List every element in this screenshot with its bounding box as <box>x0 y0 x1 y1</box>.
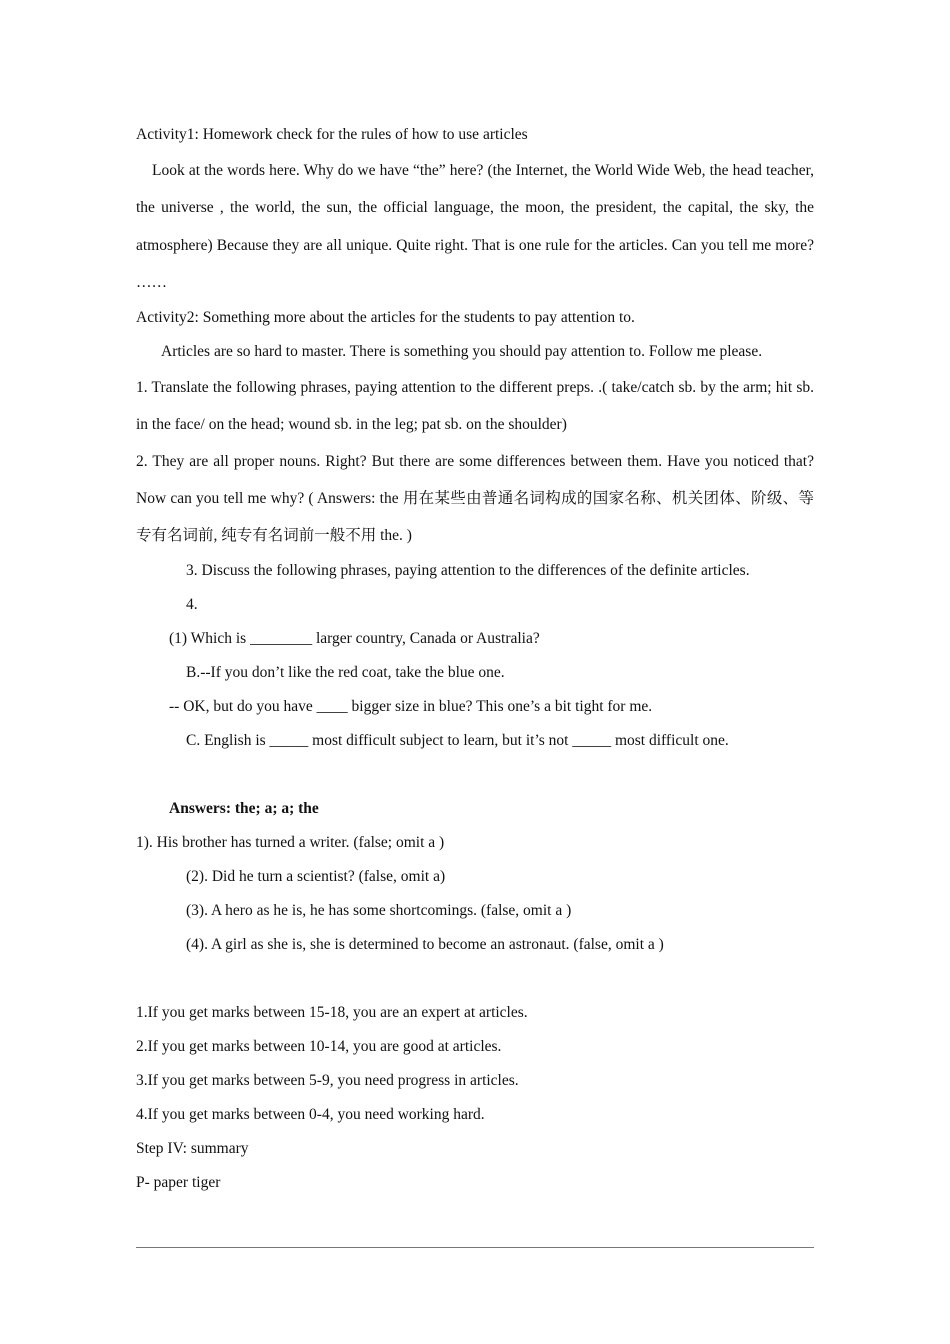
answers-line: Answers: the; a; a; the <box>169 800 319 818</box>
question-b-line1: B.--If you don’t like the red coat, take the blue one. <box>186 664 505 682</box>
correction-3: (3). A hero as he is, he has some shortcomings. (false, omit a ) <box>186 902 572 920</box>
score-line-4: 4.If you get marks between 0-4, you need working hard. <box>136 1106 485 1124</box>
activity2-heading: Activity2: Something more about the articles for the students to pay attention to. <box>136 309 635 327</box>
correction-4: (4). A girl as she is, she is determined to become an astronaut. (false, omit a ) <box>186 936 664 954</box>
activity2-intro: Articles are so hard to master. There is something you should pay attention to. Follow me please. <box>161 343 763 361</box>
spacer <box>136 758 814 792</box>
summary-heading: Step IV: summary <box>136 1140 249 1158</box>
correction-2: (2). Did he turn a scientist? (false, omit a) <box>186 868 446 886</box>
activity2-item2: 2. They are all proper nouns. Right? But there are some differences between them. Have you noticed that? Now can you tell me why? ( Answers: the 用在某些由普通名词构成的国家名称、机关团体、阶级、等专有名词前, 纯专有名词前一般不用 the. ) <box>136 453 814 545</box>
footer-divider <box>136 1247 814 1248</box>
activity1-heading: Activity1: Homework check for the rules of how to use articles <box>136 126 528 143</box>
spacer <box>136 962 814 996</box>
question-b-line2: -- OK, but do you have ____ bigger size in blue? This one’s a bit tight for me. <box>169 698 653 716</box>
activity2-item3: 3. Discuss the following phrases, paying attention to the differences of the definite articles. <box>186 562 750 580</box>
score-line-2: 2.If you get marks between 10-14, you are good at articles. <box>136 1038 502 1056</box>
activity1-body: Look at the words here. Why do we have “the” here? (the Internet, the World Wide Web, the head teacher, the universe , the world, the sun, the official language, the moon, the president, the capital, the sky, the atmosphere) Because they are all unique. Quite right. That is one rule for the articles. Can you tell me more? …… <box>136 162 814 291</box>
activity2-item1: 1. Translate the following phrases, paying attention to the different preps. .( take/catch sb. by the arm; hit sb. in the face/ on the head; wound sb. in the leg; pat sb. on the shoulder) <box>136 379 814 434</box>
summary-line: P- paper tiger <box>136 1174 221 1192</box>
question-c: C. English is _____ most difficult subject to learn, but it’s not _____ most difficult one. <box>186 732 729 750</box>
activity2-item4: 4. <box>186 596 198 614</box>
correction-1: 1). His brother has turned a writer. (false; omit a ) <box>136 834 445 852</box>
document-page <box>136 118 814 1200</box>
score-line-1: 1.If you get marks between 15-18, you are an expert at articles. <box>136 1004 528 1022</box>
question-1: (1) Which is ________ larger country, Canada or Australia? <box>169 630 540 648</box>
score-line-3: 3.If you get marks between 5-9, you need progress in articles. <box>136 1072 519 1090</box>
